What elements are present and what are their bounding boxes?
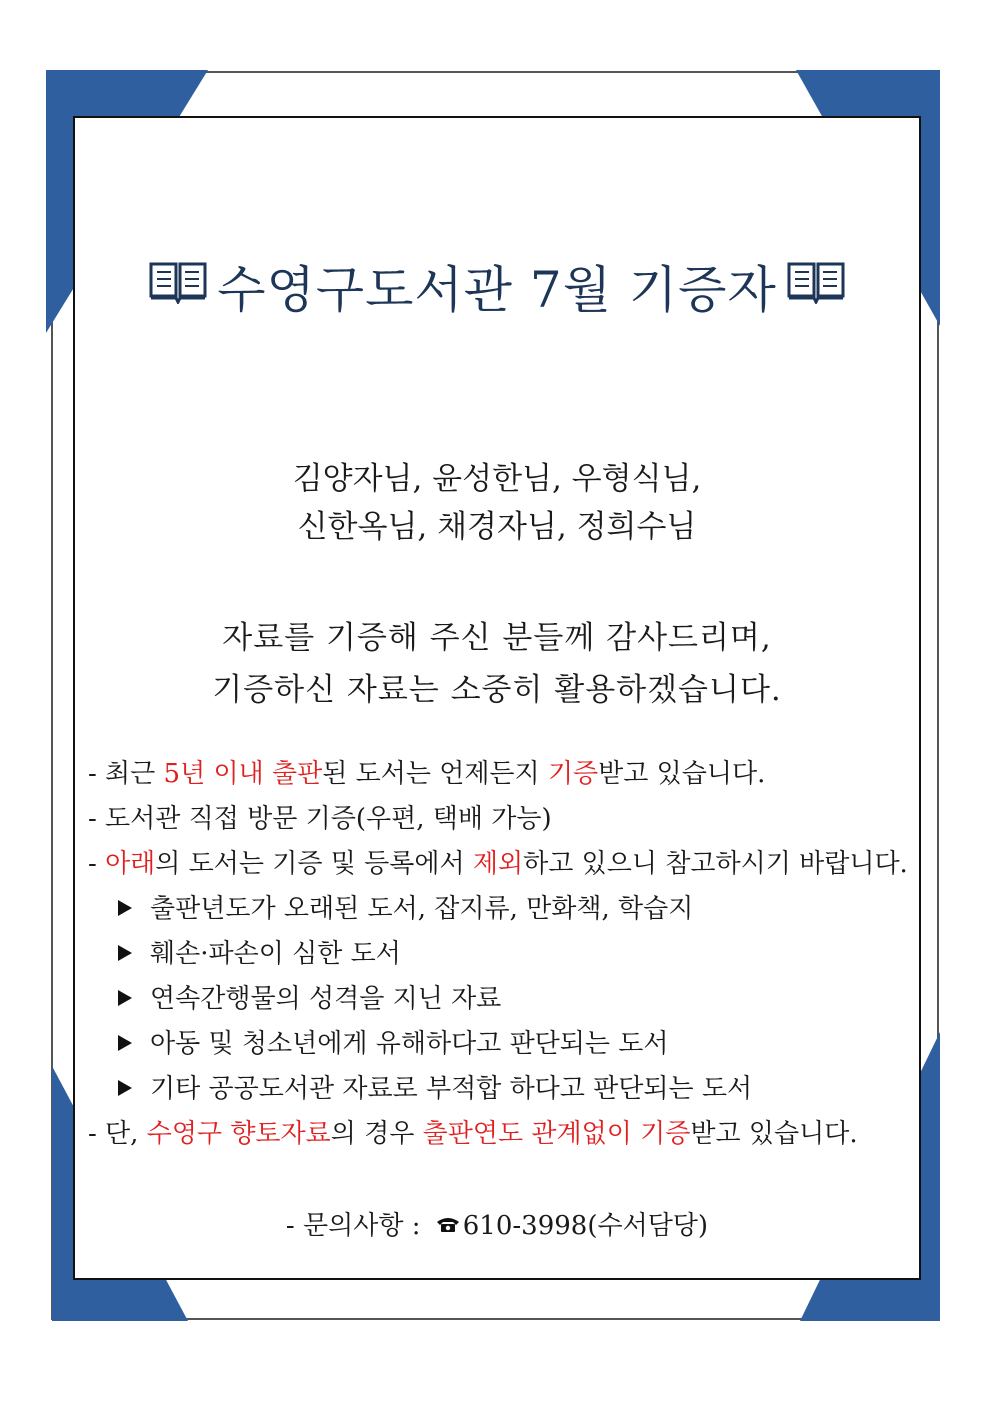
exclusion-item	[88, 887, 958, 932]
thanks-line-1: 자료를 기증해 주신 분들께 감사드리며,	[222, 620, 772, 656]
rule-local-materials	[88, 1112, 958, 1157]
rule-recent-books	[88, 752, 958, 797]
triangle-bullet-icon	[118, 990, 132, 1006]
exclusion-item	[88, 977, 958, 1022]
exclusion-text: 아동 및 청소년에게 유해하다고 판단되는 도서	[150, 1029, 669, 1059]
exclusion-text: 연속간행물의 성격을 지닌 자료	[150, 984, 502, 1014]
donor-list	[74, 455, 920, 551]
rule-text: -	[88, 849, 106, 879]
exclusion-text: 출판년도가 오래된 도서, 잡지류, 만화책, 학습지	[150, 894, 694, 924]
rule-text: 된 도서는 언제든지	[322, 759, 548, 789]
rule-highlight: 기증	[547, 759, 599, 789]
rule-text: 의 경우	[330, 1119, 423, 1149]
donor-line-1: 김양자님, 윤성한님, 우형식님,	[292, 461, 702, 497]
rule-highlight: 아래	[105, 849, 156, 879]
page-title	[74, 250, 920, 322]
donor-line-2: 신한옥님, 채경자님, 정희수님	[297, 509, 697, 545]
rule-highlight: 수영구 향토자료	[146, 1119, 331, 1149]
telephone-icon	[435, 1215, 461, 1233]
rule-highlight: 출판연도 관계없이 기증	[422, 1119, 691, 1149]
rule-text: 받고 있습니다.	[598, 759, 766, 789]
page-title-text: 수영구도서관 7월 기증자	[217, 261, 777, 319]
donation-rules	[88, 752, 958, 1157]
open-book-icon	[787, 260, 845, 304]
exclusion-item	[88, 1022, 958, 1067]
thanks-line-2: 기증하신 자료는 소중히 활용하겠습니다.	[212, 672, 782, 708]
exclusion-item	[88, 1067, 958, 1112]
rule-text: 의 도서는 기증 및 등록에서	[155, 849, 473, 879]
open-book-icon	[149, 260, 207, 304]
rule-text: - 최근	[88, 759, 164, 789]
triangle-bullet-icon	[118, 900, 132, 916]
triangle-bullet-icon	[118, 1035, 132, 1051]
rule-highlight: 5년 이내 출판	[163, 759, 323, 789]
exclusion-item	[88, 932, 958, 977]
contact-number: 610-3998(수서담당)	[462, 1211, 709, 1241]
contact-info	[74, 1205, 920, 1242]
rule-highlight: 제외	[472, 849, 524, 879]
rule-visit-donation	[88, 797, 958, 842]
rule-text: 받고 있습니다.	[690, 1119, 858, 1149]
triangle-bullet-icon	[118, 945, 132, 961]
rule-text: 하고 있으니 참고하시기 바랍니다.	[523, 849, 908, 879]
exclusion-text: 기타 공공도서관 자료로 부적합 하다고 판단되는 도서	[150, 1074, 753, 1104]
triangle-bullet-icon	[118, 1080, 132, 1096]
rule-text: - 단,	[88, 1119, 147, 1149]
rule-text: - 도서관 직접 방문 기증(우편, 택배 가능)	[88, 804, 552, 834]
thanks-message	[74, 612, 920, 716]
exclusion-text: 훼손·파손이 심한 도서	[150, 939, 401, 969]
rule-exclusions	[88, 842, 958, 887]
contact-label: - 문의사항 :	[285, 1211, 429, 1241]
